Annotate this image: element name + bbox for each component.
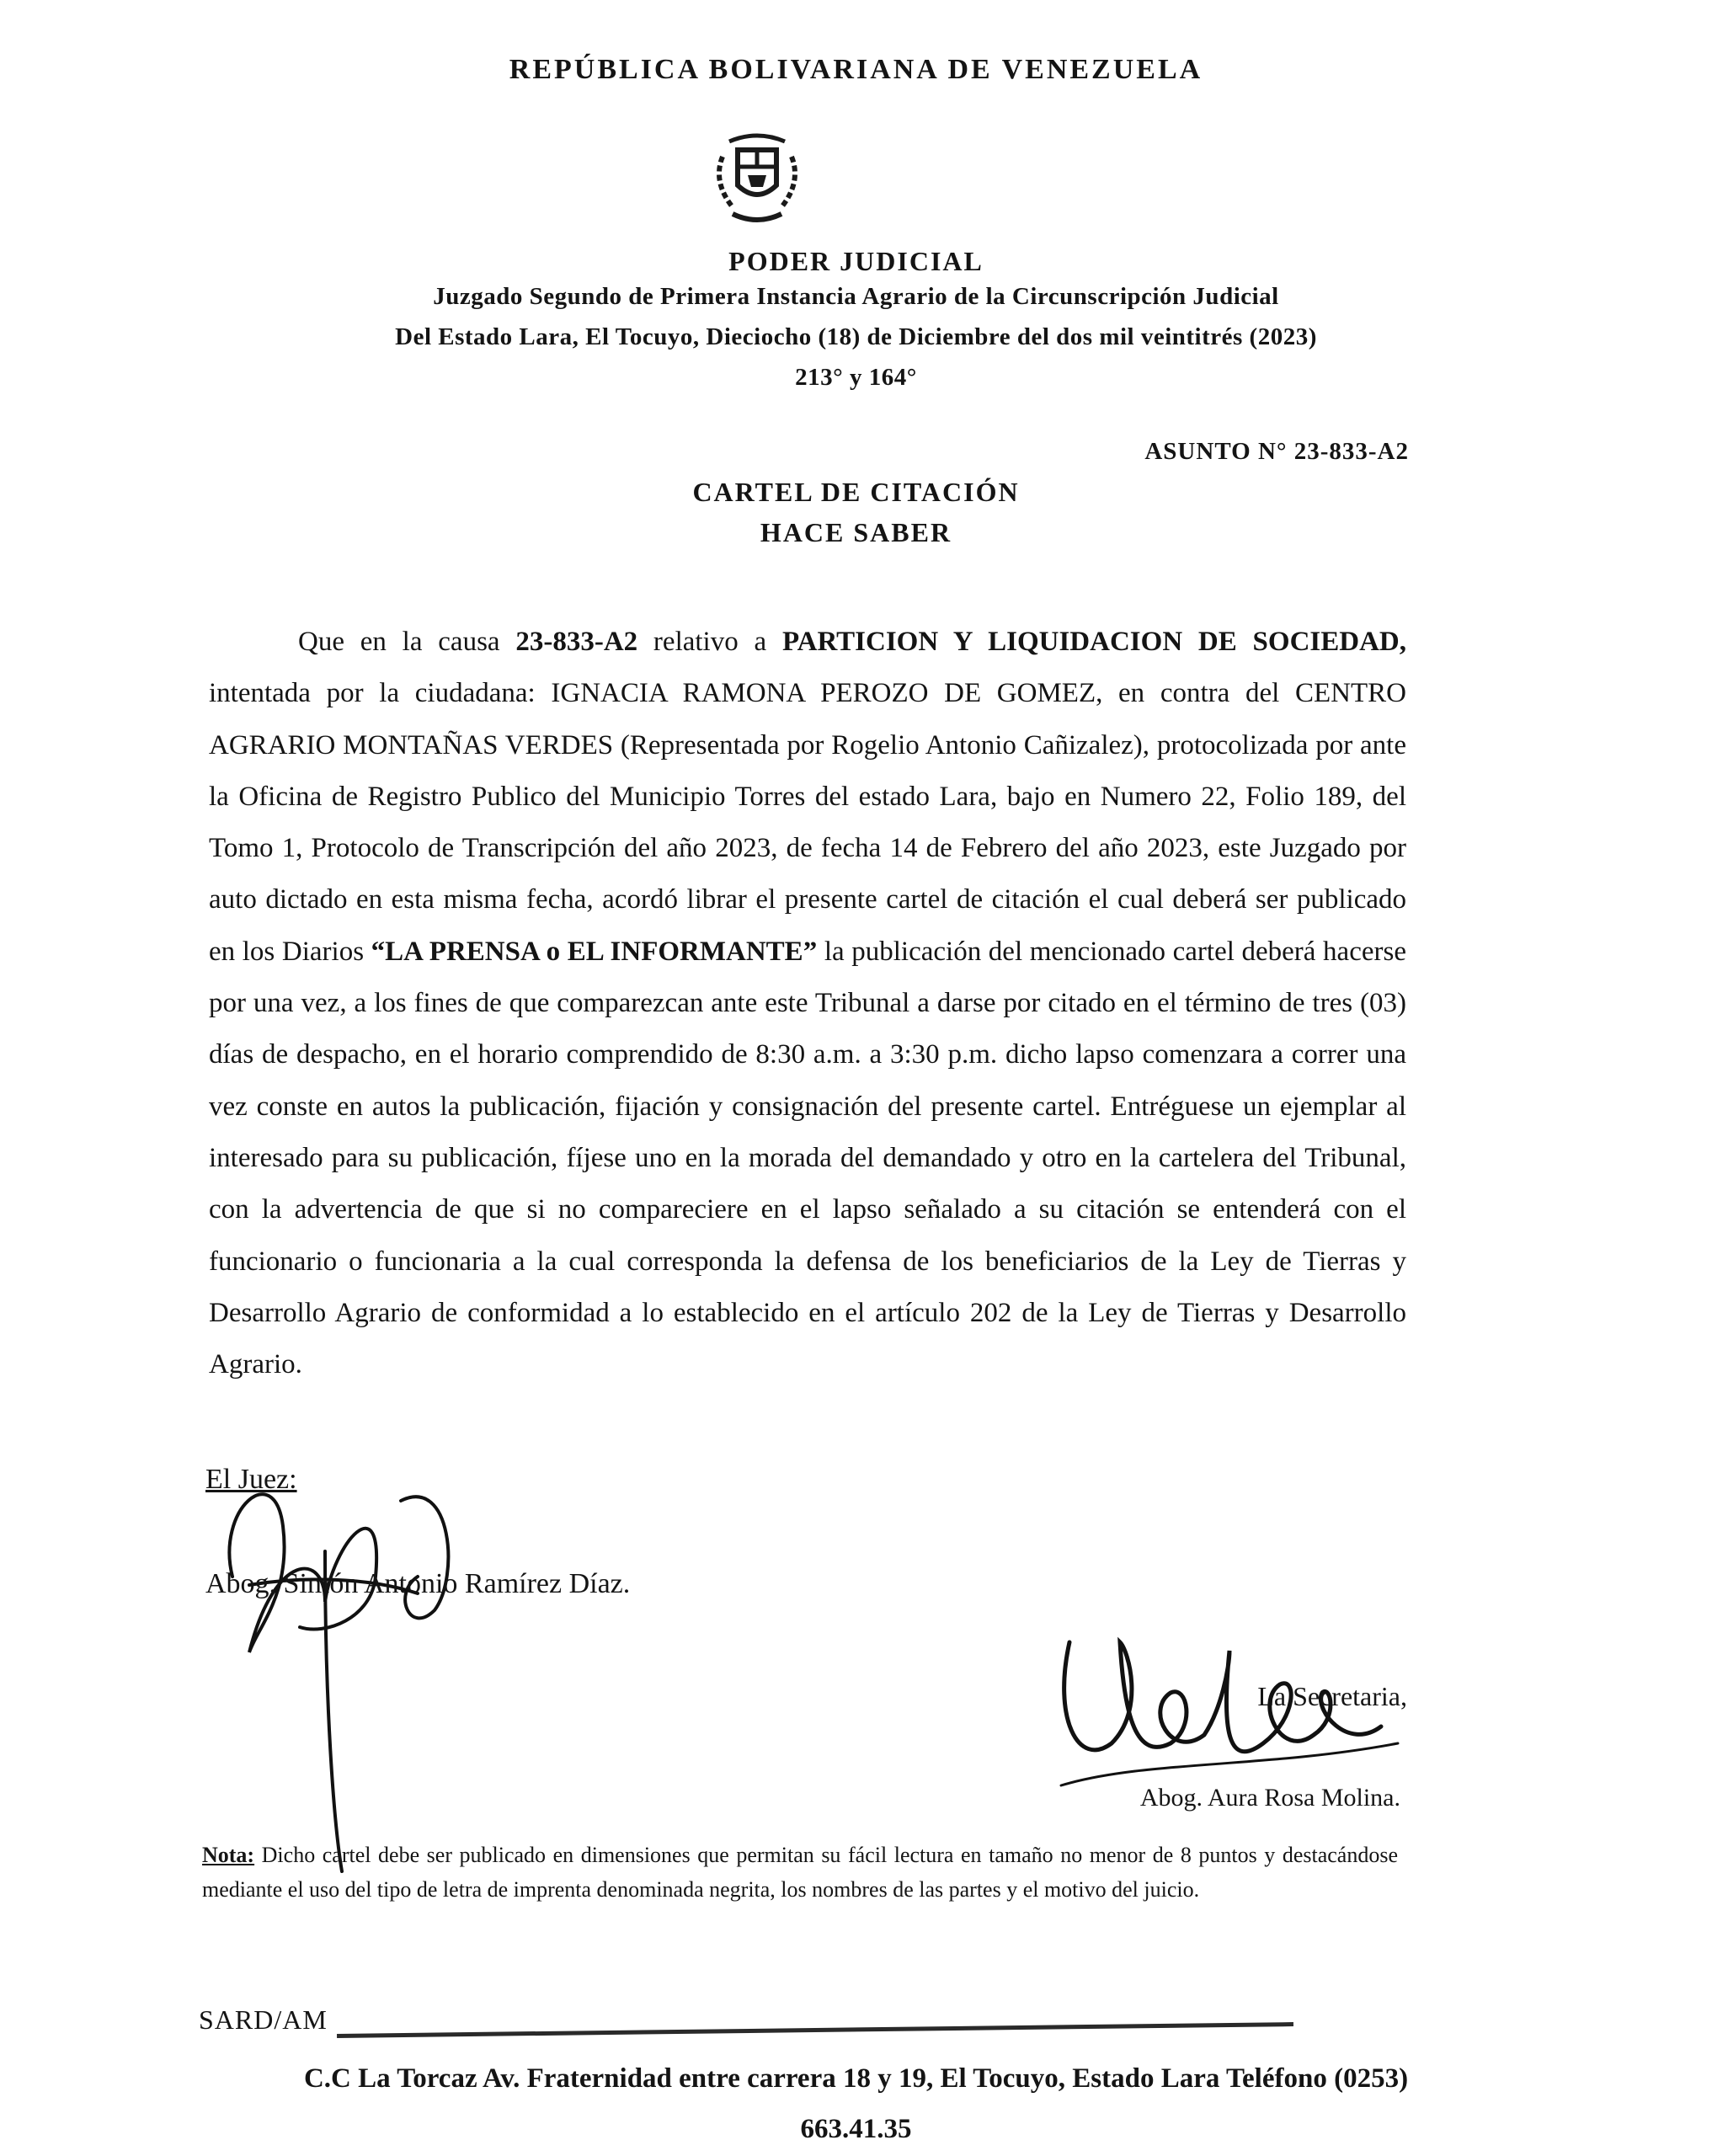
document-subtitle: HACE SABER — [760, 517, 952, 547]
authority-heading: PODER JUDICIAL — [728, 246, 984, 276]
body-bold-case: 23-833-A2 — [515, 627, 638, 657]
judge-name: Abog. Simón Antonio Ramírez Díaz. — [205, 1568, 631, 1599]
country-heading: REPÚBLICA BOLIVARIANA DE VENEZUELA — [509, 54, 1203, 85]
judge-signature — [199, 1450, 493, 1888]
judge-label: El Juez: — [205, 1464, 297, 1495]
body-bold-newspapers: “LA PRENSA o EL INFORMANTE” — [371, 936, 818, 967]
body-bold-matter: PARTICION Y LIQUIDACION DE SOCIEDAD, — [781, 627, 1406, 657]
years-line: 213° y 164° — [795, 364, 917, 391]
case-number: ASUNTO N° 23-833-A2 — [1144, 438, 1409, 465]
body-text-1: Que en la causa — [298, 627, 516, 657]
body-text-4: la publicación del mencionado cartel deberá hacerse por una vez, a los fines de que comparezcan ante este Tribunal a darse por citado en el término de tres (03) días de despacho, en el horario comprendido de 8:30 a.m. a 3:30 p.m. dicho lapso comenzara a correr una vez conste en autos la publicación, fijación y consignación del presente cartel. Entréguese un ejemplar al interesado para su publicación, fíjese uno en la morada del demandado y otro en la cartelera del Tribunal, con la advertencia de que si no compareciere en el lapso señalado a su citación se entenderá con el funcionario o funcionaria a la cual corresponda la defensa de los beneficiarios de la Ley de Tierras y Desarrollo Agrario de conformidad a lo establecido en el artículo 202 de la Ley de Tierras y Desarrollo Agrario. — [209, 936, 1406, 1380]
drafter-initials: SARD/AM — [199, 2004, 328, 2035]
publication-note — [202, 1838, 1398, 1907]
body-text-3: intentada por la ciudadana: IGNACIA RAMONA PEROZO DE GOMEZ, en contra del CENTRO AGRARIO MONTAÑAS VERDES (Representada por Rogelio Antonio Cañizalez), protocolizada por ante la Oficina de Registro Publico del Municipio Torres del estado Lara, bajo en Numero 22, Folio 189, del Tomo 1, Protocolo de Transcripción del año 2023, de fecha 14 de Febrero del año 2023, este Juzgado por auto dictado en esta misma fecha, acordó librar el presente cartel de citación el cual deberá ser publicado en los Diarios — [209, 678, 1406, 967]
court-address: C.C La Torcaz Av. Fraternidad entre carrera 18 y 19, El Tocuyo, Estado Lara Teléfono (0253) — [303, 2063, 1409, 2094]
secretary-label: La Secretaria, — [1257, 1681, 1407, 1711]
coat-of-arms-seal-icon — [704, 126, 810, 229]
court-line-1: Juzgado Segundo de Primera Instancia Agrario de la Circunscripción Judicial — [433, 283, 1279, 310]
secretary-name: Abog. Aura Rosa Molina. — [1139, 1784, 1400, 1812]
note-text: Dicho cartel debe ser publicado en dimensiones que permitan su fácil lectura en tamaño no menor de 8 puntos y destacándose mediante el uso del tipo de letra de imprenta denominada negrita, los nombres de las partes y el motivo del juicio. — [202, 1843, 1398, 1902]
note-label: Nota: — [202, 1843, 255, 1867]
document-title: CARTEL DE CITACIÓN — [692, 477, 1020, 507]
body-paragraph — [209, 616, 1406, 1390]
court-line-2: Del Estado Lara, El Tocuyo, Dieciocho (18) de Diciembre del dos mil veintitrés (2023) — [395, 323, 1317, 350]
court-phone: 663.41.35 — [800, 2114, 912, 2144]
footer-divider — [337, 2022, 1293, 2038]
body-text-2: relativo a — [637, 627, 782, 657]
